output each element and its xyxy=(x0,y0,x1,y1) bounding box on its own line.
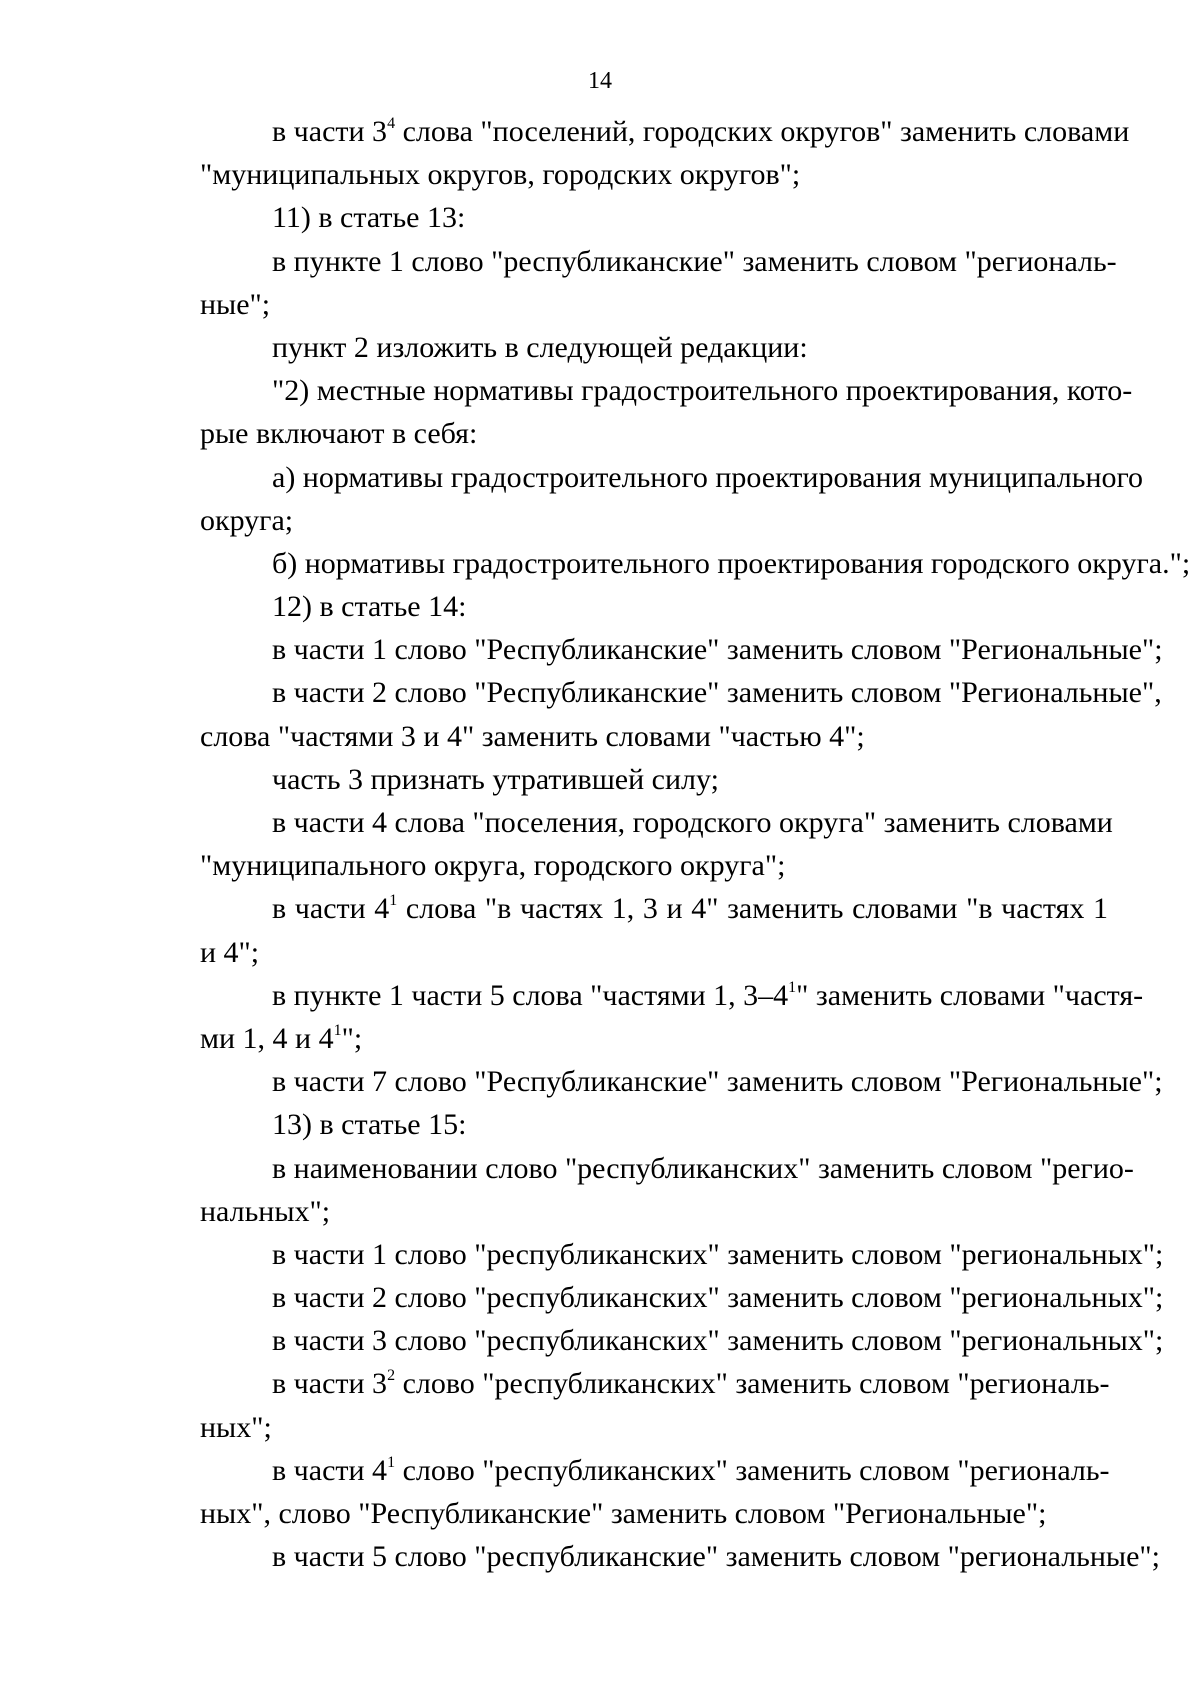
text-line: в части 1 слово "республиканских" заменить словом "региональных"; xyxy=(272,1237,1164,1271)
text-line: в части 4 слова "поселения, городского округа" заменить словами xyxy=(272,806,1113,839)
text-line: ми 1, 4 и $4^1$"; xyxy=(200,1021,363,1055)
text-line: в наименовании слово "республиканских" заменить словом "регио- xyxy=(272,1151,1134,1185)
text-line: в пункте 1 части 5 слова "частями 1, $3-4^1$" заменить словами "частя- xyxy=(272,978,1144,1012)
text-line: ные"; xyxy=(200,287,271,321)
text-line: 12) в статье 14: xyxy=(272,590,467,624)
text-line: в части $4^1$ слово "республиканских" заменить словом "региональ- xyxy=(272,1453,1110,1487)
text-line: нальных"; xyxy=(200,1194,331,1228)
text-line: б) нормативы градостроительного проектирования городского округа."; xyxy=(272,546,1191,580)
text-line: в части 2 слово "республиканских" заменить словом "региональных"; xyxy=(272,1281,1164,1315)
text-line: округа; xyxy=(200,503,294,537)
text-line: в части 2 слово "Республиканские" заменить словом "Региональные", xyxy=(272,676,1162,710)
text-line: "2) местные нормативы градостроительного проектирования, кото- xyxy=(272,374,1133,408)
text-line: слова "частями 3 и 4" заменить словами "частью 4"; xyxy=(200,719,865,753)
text-line: в части 5 слово "республиканские" заменить словом "региональные"; xyxy=(272,1540,1160,1574)
text-line: пункт 2 изложить в следующей редакции: xyxy=(272,330,808,364)
text-line: в пункте 1 слово "республиканские" заменить словом "региональ- xyxy=(272,244,1117,278)
text-line: в части 7 слово "Республиканские" заменить словом "Региональные"; xyxy=(272,1065,1163,1099)
text-line: и 4"; xyxy=(200,935,260,969)
body-text xyxy=(200,110,1191,1578)
text-line: "муниципального округа, городского округа"; xyxy=(200,849,786,883)
text-line: "муниципальных округов, городских округов"; xyxy=(200,158,801,192)
text-line: в части $3^2$ слово "республиканских" заменить словом "региональ- xyxy=(272,1367,1110,1401)
text-line: в части $3^4$ слова "поселений, городских округов" заменить словами xyxy=(272,115,1130,148)
text-line: в части 1 слово "Республиканские" заменить словом "Региональные"; xyxy=(272,633,1163,667)
text-line: ных"; xyxy=(200,1410,272,1444)
text-line: а) нормативы градостроительного проектирования муниципального xyxy=(272,460,1144,494)
text-line: часть 3 признать утратившей силу; xyxy=(272,762,719,796)
text-line: в части 3 слово "республиканских" заменить словом "региональных"; xyxy=(272,1324,1164,1358)
text-line: 13) в статье 15: xyxy=(272,1108,467,1142)
text-line: 11) в статье 13: xyxy=(272,201,466,235)
text-line: в части $4^1$ слова "в частях 1, 3 и 4" заменить словами "в частях 1 xyxy=(272,892,1108,926)
text-line: рые включают в себя: xyxy=(200,417,478,451)
text-line: ных", слово "Республиканские" заменить словом "Региональные"; xyxy=(200,1497,1047,1530)
page-number: 14 xyxy=(588,68,612,94)
